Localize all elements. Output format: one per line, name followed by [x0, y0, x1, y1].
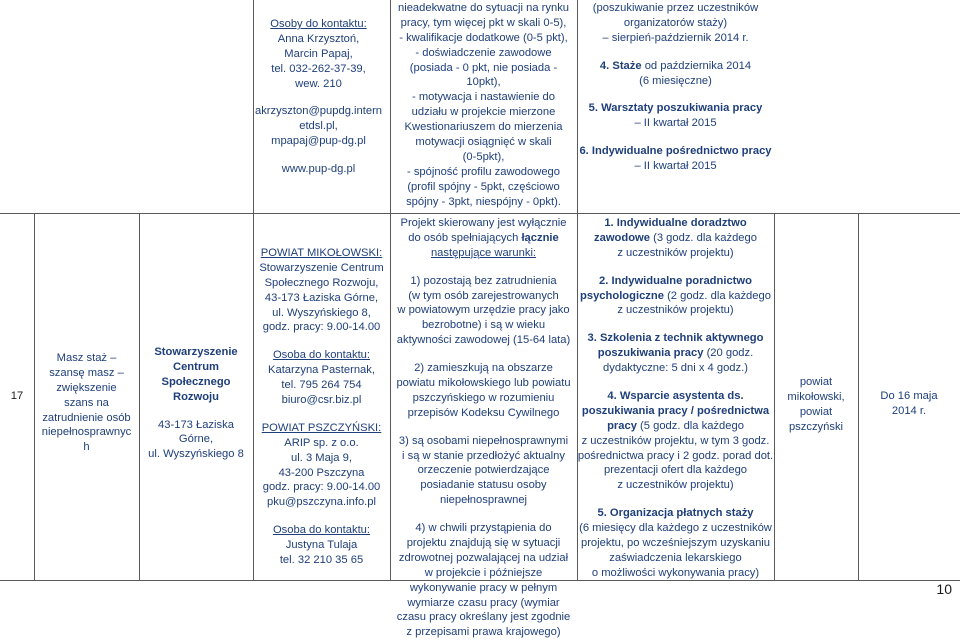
support-5-title: 5. Organizacja płatnych staży [597, 507, 754, 520]
contact-line: Anna Krzysztoń, [277, 32, 360, 45]
criteria-line: - spójność profilu zawodowego [407, 165, 560, 178]
project-title-cell [34, 351, 139, 455]
project-title-line: h [83, 441, 90, 454]
project-title-line: zwiększenie [56, 381, 117, 394]
condition-4-line: czasu pracy określany jest zgodnie [396, 611, 571, 624]
stage-spacer [577, 46, 774, 59]
org-name-line: Rozwoju [173, 390, 219, 403]
mikolow-line: 43-173 Łaziska Górne, [264, 291, 379, 304]
condition-4-line: 4) w chwili przystąpienia do [415, 522, 552, 535]
deadline-cell [858, 389, 960, 419]
support-2-title: 2. Indywidualne poradnictwo [599, 274, 752, 287]
project-title-line: Masz staż – [56, 352, 117, 364]
pszczyna-heading: POWIAT PSZCZYŃSKI: [261, 421, 382, 434]
stage-spacer [577, 131, 774, 144]
support-4-line: pośrednictwa pracy i 2 godz. porad dot. [577, 449, 774, 462]
support-4-title-cont: pracy [607, 419, 637, 432]
condition-3-line: orzeczenie potwierdzające [417, 464, 550, 477]
eligibility-spacer [390, 421, 577, 434]
condition-2-line: powiatu mikołowskiego lub powiatu [396, 377, 571, 390]
stage-4 [577, 59, 774, 74]
condition-3-line: niepełnosprawnej [439, 494, 528, 507]
deadline-line: Do 16 maja [880, 390, 938, 402]
eligibility-spacer [390, 508, 577, 521]
condition-2-line: pszczyńskiego w rozumieniu [412, 391, 555, 404]
contact-line: tel. 032-262-37-39, [271, 62, 366, 75]
condition-4-line: zdrowotnej pozwalającej na udział [398, 551, 569, 564]
criteria-line: - motywacja i nastawienie do [411, 91, 556, 104]
eligibility-intro-text: do osób spełniających [408, 231, 522, 244]
top-row-bottom-border [0, 213, 960, 214]
contact1-line: tel. 795 264 754 [281, 379, 362, 392]
criteria-line: motywacji osiągnięć w skali [415, 136, 552, 149]
pszczyna-line: ARIP sp. z o.o. [284, 436, 359, 449]
mikolow-line: godz. pracy: 9.00-14.00 [262, 321, 381, 334]
support-4-line: z uczestników projektu) [617, 479, 734, 492]
org-name-line: Stowarzyszenie [154, 346, 238, 358]
pszczyna-line: 43-200 Pszczyna [278, 466, 365, 479]
partners-spacer [253, 335, 390, 348]
support-2-line: z uczestników projektu) [617, 304, 734, 317]
condition-1-line: (w tym osób zarejestrowanych [408, 289, 559, 302]
criteria-line: (profil spójny - 5pkt, częściowo [407, 180, 560, 193]
support-3-title-cont: poszukiwania pracy [597, 347, 704, 360]
support-2-detail: (2 godz. dla każdego [663, 289, 771, 302]
support-3-line [577, 346, 774, 361]
condition-4-line: wykonywanie pracy w pełnym [409, 581, 558, 594]
eligibility-cell [390, 216, 577, 640]
stage-line: – sierpień-październik 2014 r. [602, 31, 749, 44]
stage-6-sub: – II kwartał 2015 [634, 160, 717, 173]
contact-line: Marcin Papaj, [284, 47, 353, 60]
stage-5-sub: – II kwartał 2015 [634, 117, 717, 130]
criteria-line: 10pkt), [466, 76, 501, 89]
criteria-line: - doświadczenie zawodowe [415, 46, 552, 59]
org-address-line: 43-173 Łaziska [158, 418, 234, 431]
criteria-line: Kwestionariuszem do mierzenia [404, 121, 563, 134]
org-address-line: ul. Wyszyńskiego 8 [148, 448, 244, 461]
support-4-title: 4. Wsparcie asystenta ds. [607, 390, 744, 403]
condition-1-line: aktywności zawodowej (15-64 lata) [396, 334, 571, 347]
condition-2-line: 2) zamieszkują na obszarze [414, 362, 553, 375]
org-spacer [139, 405, 253, 418]
contact1-heading: Osoba do kontaktu: [272, 349, 371, 362]
mikolow-line: Stowarzyszenie Centrum [259, 261, 384, 274]
eligibility-intro: Projekt skierowany jest wyłącznie [400, 217, 567, 229]
support-5-line: projektu, po wcześniejszym uzyskaniu [580, 537, 771, 550]
contact2-line: tel. 32 210 35 65 [279, 554, 364, 567]
row-number: 17 [10, 390, 24, 402]
criteria-line: - kwalifikacje dodatkowe (0-5 pkt), [399, 31, 568, 44]
contact-heading: Osoby do kontaktu: [270, 18, 367, 30]
eligibility-intro [390, 231, 577, 246]
area-line: powiat [799, 376, 833, 388]
condition-2-line: przepisów Kodeksu Cywilnego [407, 406, 560, 419]
support-4-detail: (5 godz. dla każdego [636, 419, 744, 432]
support-4-line: z uczestników projektu, w tym 3 godz. [581, 434, 770, 447]
project-title-line: niepełnosprawnyc [41, 426, 132, 439]
criteria-line: spójny - 3pkt, niespójny - 0pkt). [406, 195, 561, 208]
pszczyna-line: ul. 3 Maja 9, [291, 451, 352, 464]
condition-3-line: 3) są osobami niepełnosprawnymi [398, 434, 569, 447]
support-5-line: (6 miesięcy dla każdego z uczestników [579, 522, 772, 535]
stage-line: organizatorów staży) [623, 16, 728, 29]
organization-cell [139, 345, 253, 462]
page-number: 10 [936, 581, 952, 598]
org-name-line: Społecznego [161, 375, 231, 388]
stage-4-date: od października 2014 [644, 59, 752, 72]
area-line: mikołowski, [787, 390, 845, 403]
contact2-line: Justyna Tulaja [285, 539, 358, 552]
support-5-line: o możliwości wykonywania pracy) [591, 566, 760, 579]
condition-4-line: w projekcie i późniejsze [424, 566, 543, 579]
condition-4-line: projektu znajdują się w sytuacji [406, 537, 561, 550]
area-line: powiat [799, 405, 833, 418]
condition-4-line: z przepisami prawa krajowego) [406, 626, 561, 639]
support-cell [577, 216, 774, 581]
condition-4-line: wymiarze czasu pracy (wymiar [407, 596, 560, 609]
stage-5-title: 5. Warsztaty poszukiwania pracy [588, 102, 763, 115]
condition-1-line: 1) pozostają bez zatrudnienia [410, 274, 557, 287]
top-contact-cell [250, 17, 387, 177]
criteria-line: udziału w projekcie mierzone [411, 106, 556, 119]
eligibility-intro-emphasis: łącznie [521, 231, 559, 244]
project-title-line: zatrudnienie osób [42, 411, 131, 424]
project-title-line: szans na [64, 396, 109, 409]
support-spacer [577, 261, 774, 274]
contact1-email[interactable]: biuro@csr.biz.pl [281, 394, 362, 407]
stage-6-title: 6. Indywidualne pośrednictwo pracy [579, 145, 772, 158]
mikolow-line: ul. Wyszyńskiego 8, [272, 306, 371, 319]
support-5-line: zaświadczenia lekarskiego [609, 551, 742, 564]
eligibility-intro: następujące warunki: [430, 246, 537, 259]
support-2-line [577, 289, 774, 304]
condition-3-line: posiadanie statusu osoby [420, 479, 547, 492]
support-spacer [577, 318, 774, 331]
support-1-title-cont: zawodowe [594, 231, 650, 244]
contact-line: wew. 210 [295, 77, 342, 90]
partners-spacer [253, 408, 390, 421]
support-3-line: dydaktyczne: 5 dni x 4 godz.) [603, 362, 748, 375]
mikolow-heading: POWIAT MIKOŁOWSKI: [260, 247, 383, 259]
top-criteria-cell [390, 1, 577, 209]
support-spacer [577, 376, 774, 389]
support-1-line [577, 231, 774, 246]
criteria-line: nieadekwatne do sytuacji na rynku [397, 2, 570, 14]
support-4-line [577, 419, 774, 434]
mikolow-line: Społecznego Rozwoju, [264, 276, 379, 289]
stage-spacer [577, 88, 774, 101]
criteria-line: (0-5pkt), [462, 150, 505, 163]
contact1-line: Katarzyna Pasternak, [268, 364, 375, 377]
stage-4-title: 4. Staże [599, 59, 642, 72]
support-4-title: poszukiwania pracy / pośrednictwa [581, 404, 770, 417]
partners-spacer [253, 510, 390, 523]
condition-1-line: bezrobotne) i są w wieku [421, 319, 546, 332]
support-1-title: 1. Indywidualne doradztwo [604, 217, 747, 229]
support-3-detail: (20 godz. [703, 347, 754, 360]
stage-line: (poszukiwanie przez uczestników [592, 2, 759, 14]
contact-email[interactable]: akrzyszton@pupdg.intern [254, 105, 383, 118]
criteria-line: (posiada - 0 pkt, nie posiada - [409, 61, 558, 74]
eligibility-spacer [390, 348, 577, 361]
contact-email[interactable]: mpapaj@pup-dg.pl [271, 135, 366, 148]
contact-website[interactable]: www.pup-dg.pl [281, 163, 356, 176]
support-spacer [577, 493, 774, 506]
contact2-heading: Osoba do kontaktu: [272, 524, 371, 537]
support-2-title-cont: psychologiczne [580, 289, 664, 302]
partners-cell [253, 246, 390, 568]
contact-spacer [250, 91, 387, 104]
stage-4-sub: (6 miesięczne) [639, 74, 712, 87]
support-1-detail: (3 godz. dla każdego [649, 231, 757, 244]
condition-1-line: w powiatowym urzędzie pracy jako [397, 304, 570, 317]
contact-email[interactable]: etdsl.pl, [299, 120, 338, 133]
pszczyna-email[interactable]: pku@pszczyna.info.pl [267, 496, 376, 509]
support-3-title: 3. Szkolenia z technik aktywnego [587, 332, 764, 345]
project-title-line: szansę masz – [49, 366, 124, 379]
top-stages-cell [577, 1, 774, 174]
support-1-line: z uczestników projektu) [617, 246, 734, 259]
contact-spacer [250, 149, 387, 162]
org-address-line: Górne, [178, 433, 214, 446]
area-line: pszczyński [788, 420, 844, 433]
condition-3-line: i są w stanie przedłożyć aktualny [402, 449, 565, 462]
eligibility-spacer [390, 261, 577, 274]
org-name-line: Centrum [173, 360, 219, 373]
pszczyna-line: godz. pracy: 9.00-14.00 [262, 481, 381, 494]
area-cell [774, 375, 858, 435]
deadline-line: 2014 r. [891, 404, 927, 417]
support-4-line: prezentacji ofert dla każdego [603, 464, 748, 477]
criteria-line: pracy, tym więcej pkt w skali 0-5), [400, 16, 567, 29]
